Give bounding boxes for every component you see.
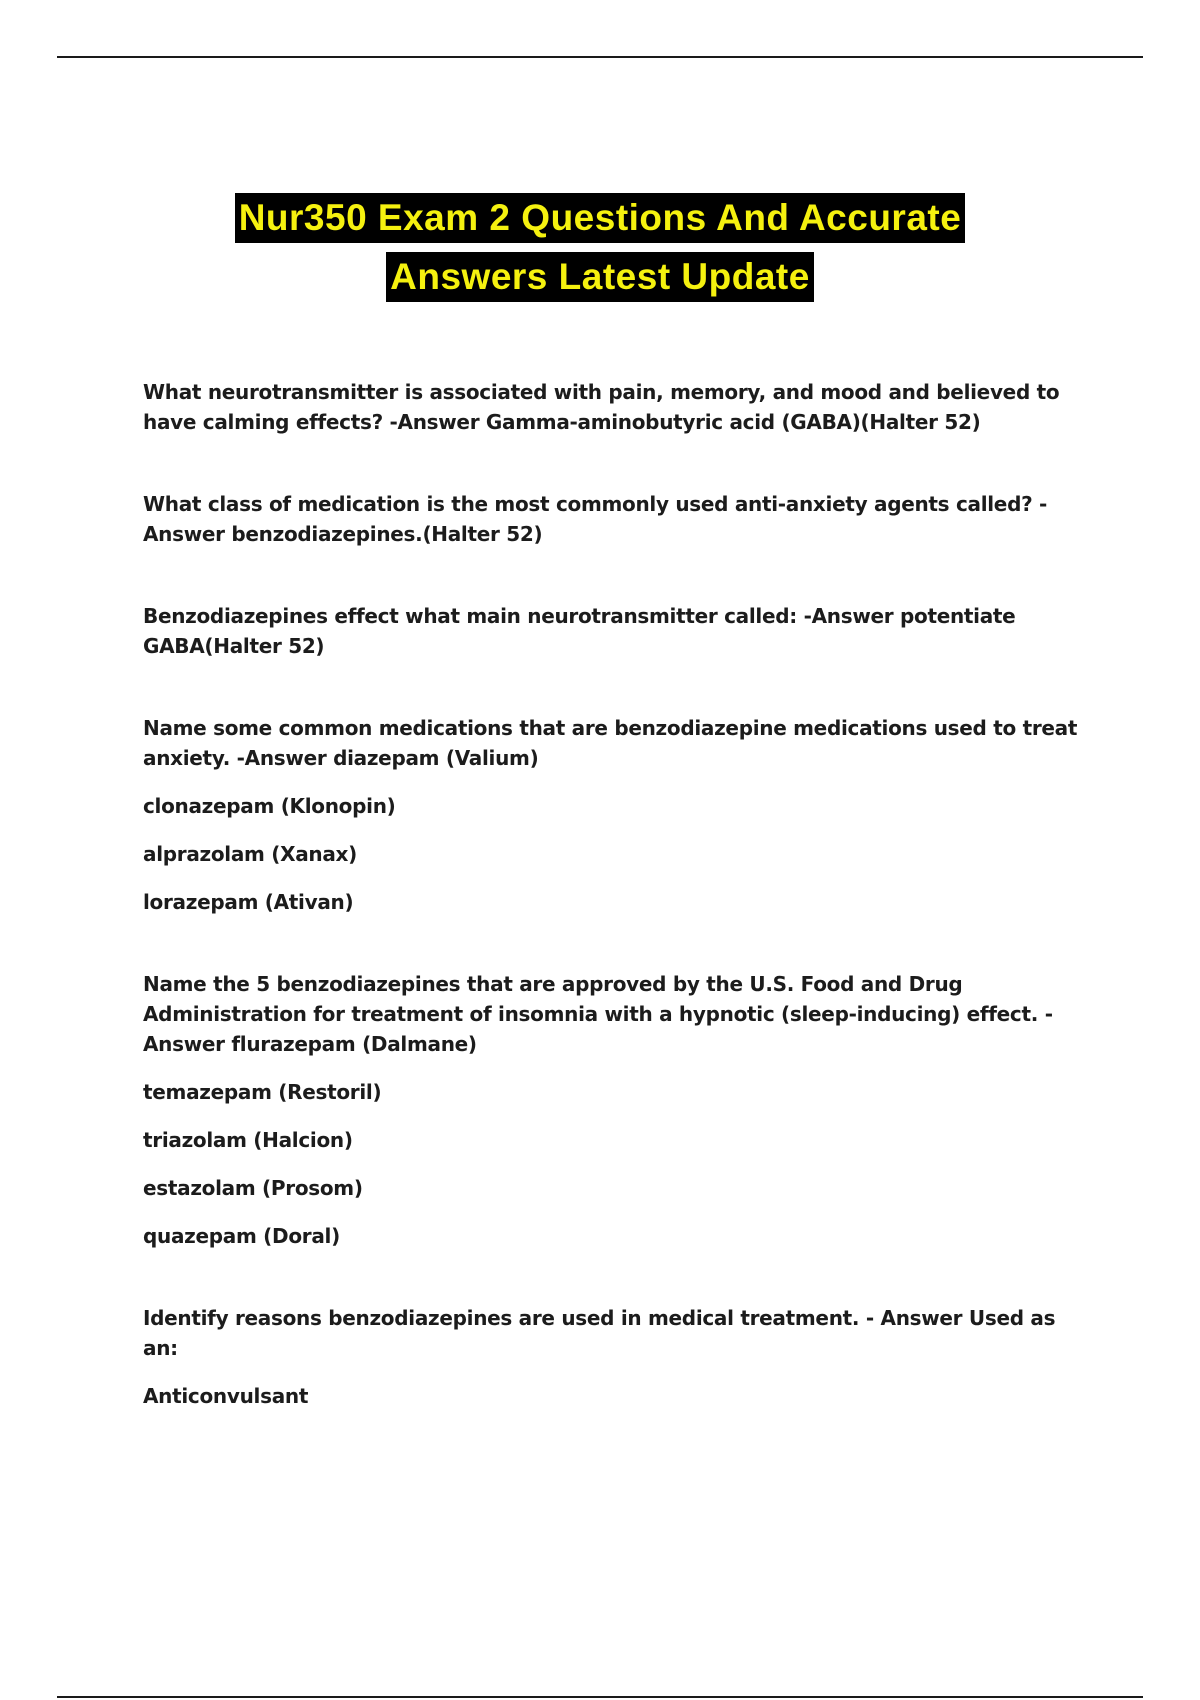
footer-rule bbox=[57, 1696, 1143, 1698]
header-rule bbox=[57, 56, 1143, 58]
qa-item-1 bbox=[143, 377, 1093, 437]
answer-list-item: quazepam (Doral) bbox=[143, 1224, 340, 1248]
document-title bbox=[0, 193, 1200, 302]
qa-item-4 bbox=[143, 713, 1093, 917]
qa-question-answer: Identify reasons benzodiazepines are used in medical treatment. - Answer Used as an: bbox=[143, 1306, 1056, 1360]
answer-list-item: triazolam (Halcion) bbox=[143, 1128, 353, 1152]
title-line-2: Answers Latest Update bbox=[386, 252, 814, 302]
qa-item-2 bbox=[143, 489, 1093, 549]
answer-list-item: Anticonvulsant bbox=[143, 1384, 309, 1408]
qa-item-3 bbox=[143, 601, 1093, 661]
qa-item-6 bbox=[143, 1303, 1093, 1411]
answer-list-item: alprazolam (Xanax) bbox=[143, 842, 357, 866]
qa-item-5 bbox=[143, 969, 1093, 1251]
answer-list-item: clonazepam (Klonopin) bbox=[143, 794, 396, 818]
qa-question-answer: What neurotransmitter is associated with pain, memory, and mood and believed to have calming effects? -Answer Gamma-aminobutyric acid (GABA)(Halter 52) bbox=[143, 380, 1060, 434]
answer-list-item: temazepam (Restoril) bbox=[143, 1080, 382, 1104]
qa-question-answer: What class of medication is the most commonly used anti-anxiety agents called? -Answer benzodiazepines.(Halter 52) bbox=[143, 492, 1048, 546]
title-line-1: Nur350 Exam 2 Questions And Accurate bbox=[235, 193, 966, 243]
answer-list-item: estazolam (Prosom) bbox=[143, 1176, 363, 1200]
qa-list bbox=[143, 377, 1093, 1463]
answer-list-item: lorazepam (Ativan) bbox=[143, 890, 354, 914]
qa-question-answer: Name the 5 benzodiazepines that are approved by the U.S. Food and Drug Administration for treatment of insomnia with a hypnotic (sleep-inducing) effect. -Answer flurazepam (Dalmane) bbox=[143, 972, 1053, 1056]
qa-question-answer: Benzodiazepines effect what main neurotransmitter called: -Answer potentiate GABA(Halter 52) bbox=[143, 604, 1016, 658]
qa-question-answer: Name some common medications that are benzodiazepine medications used to treat anxiety. -Answer diazepam (Valium) bbox=[143, 716, 1078, 770]
